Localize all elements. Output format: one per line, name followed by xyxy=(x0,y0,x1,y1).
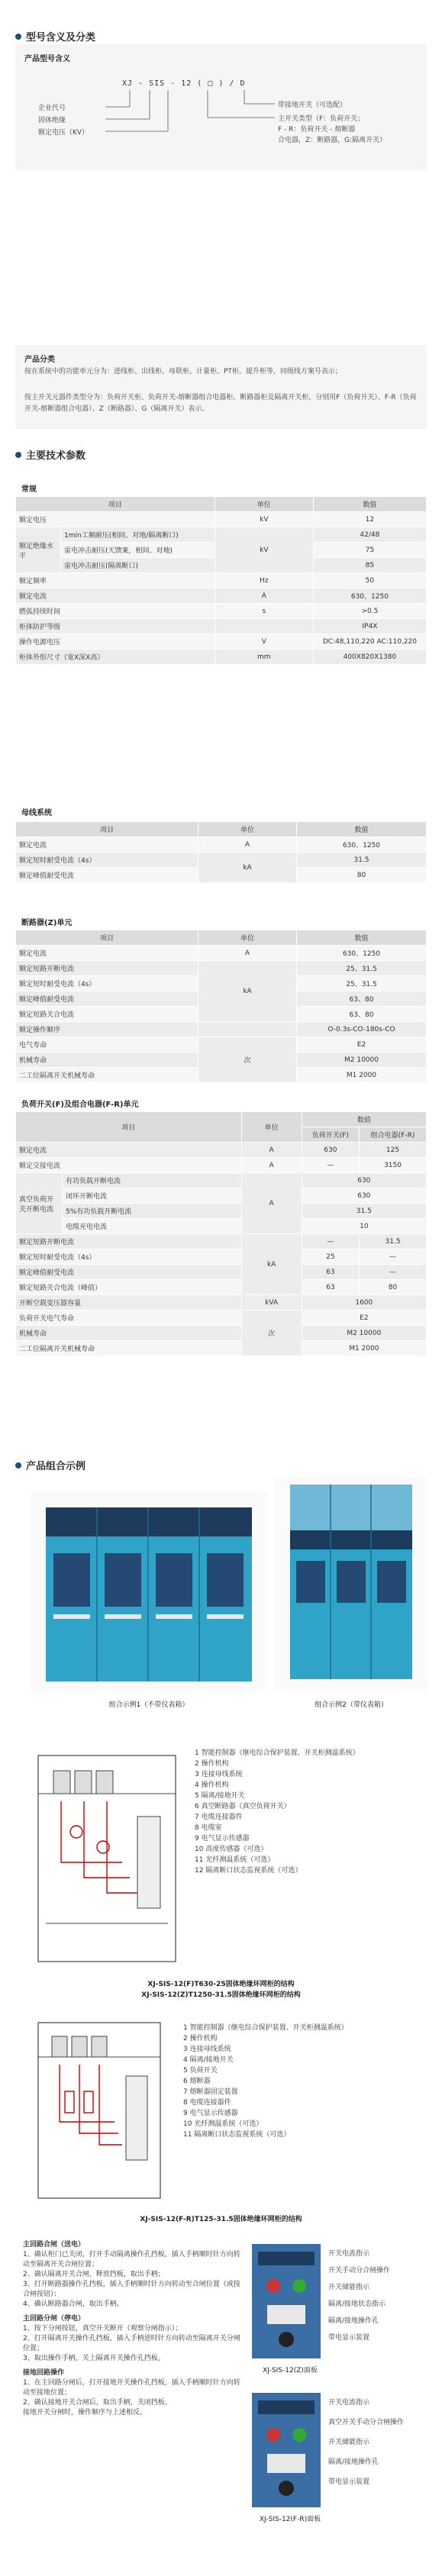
classify-p2: 按主开关元器件类型分为：负荷开关柜、负荷开关-熔断器组合电器柜、断路器柜及隔离开关柜，分别用F（负荷开关）、F-R（负荷开关-熔断器组合电器）、Z（断路器）、G（隔离开关）表示。 xyxy=(24,394,417,413)
insulation-group-label: 额定绝缘水平 xyxy=(16,527,61,573)
bullet-icon xyxy=(15,1462,21,1469)
panel-label: 开关储能指示 xyxy=(328,2439,370,2446)
table-row: 额定绝缘水平 1min工频耐压(相间、对地/隔离断口) kV 42/48 xyxy=(16,527,427,543)
panel-fr-caption: XJ-SIS-12(F-R)面板 xyxy=(259,2516,321,2523)
op-step: 2、确认接地开关合闸后，取出手柄，关闭挡板。 xyxy=(23,2399,172,2407)
table-row: 机械寿命 M2 10000 xyxy=(16,1326,427,1341)
bullet-icon xyxy=(15,452,21,458)
busbar-title: 母线系统 xyxy=(21,809,52,817)
panel-z-labels xyxy=(328,2248,424,2349)
op-title-ground: 接地回路操作 xyxy=(23,2369,65,2377)
legend-item: 5 负荷开关 xyxy=(183,2067,218,2075)
combo-1-caption: 组合示例1（不带仪表箱） xyxy=(108,1701,189,1709)
table-header-row xyxy=(16,497,427,512)
table-row: 真空负荷开关开断电流 有功负载开断电流 A 630 xyxy=(16,1173,427,1188)
section-heading-combo: 产品组合示例 xyxy=(15,1458,85,1472)
model-right-label-3: F - R：负荷开关 - 熔断器 xyxy=(278,126,356,134)
panel-label: 开关储能指示 xyxy=(328,2284,370,2291)
legend-item: 6 熔断器 xyxy=(183,2078,211,2085)
section-heading-model: 型号含义及分类 xyxy=(15,29,95,44)
op-step: 2、确认隔离开关合闸，释放挡板，取出手柄； xyxy=(23,2271,165,2278)
classify-box xyxy=(15,345,427,429)
legend-item: 10 高度传感器（可选） xyxy=(195,1846,268,1853)
diagram-1-legend xyxy=(195,1748,424,1876)
panel-label: 开关手动分合闸操作 xyxy=(328,2267,391,2275)
op-step: 1、确认柜门已关闭，打开手动隔离操作孔挡板，插入手柄顺时针方向转动至隔离开关合闸位置； xyxy=(23,2251,240,2268)
legend-item: 12 隔离断口状态监视系统（可选） xyxy=(195,1867,302,1875)
legend-item: 11 光纤测温系统（可选） xyxy=(195,1856,275,1864)
table-row: 柜体防护等级 IP4X xyxy=(16,619,427,634)
table-row: 雷电冲击耐压(天馈案，相间、对地) 75 xyxy=(16,543,427,558)
col-header-value: 数值 xyxy=(313,497,426,512)
table-row: 雷电冲击耐压(隔离断口) 85 xyxy=(16,558,427,573)
op-step: 接地开关分闸时，操作顺序与上述相反。 xyxy=(23,2409,147,2416)
op-step: 3、打开断路器操作孔挡板，插入手柄顺时针方向转动至合闸位置（或按合闸按钮）； xyxy=(23,2281,240,2298)
table-row: 柜体外形尺寸（宽X深X高） mm 400X820X1380 xyxy=(16,650,427,665)
table-header-row: 项目 单位 数值 xyxy=(16,1112,427,1127)
model-box xyxy=(15,44,427,170)
legend-item: 1 智能控制器（继电综合保护装置、开关柜测温系统） xyxy=(183,2024,348,2032)
combo-1-image xyxy=(31,1492,267,1691)
legend-item: 6 真空断路器（真空负荷开关） xyxy=(195,1803,291,1810)
table-row: 额定短路关合电流 63、80 xyxy=(16,1007,427,1022)
model-code: XJ - SIS - 12 ( □ ) / D xyxy=(122,79,246,88)
panel-z-image xyxy=(252,2244,321,2358)
table-row: 额定频率 Hz 50 xyxy=(16,573,427,588)
table-row: 额定短时耐受电流（4s） kA 31.5 xyxy=(16,853,427,868)
table-row: 额定电流 A 630 125 xyxy=(16,1143,427,1158)
panel-label: 隔离/接地状态指示 xyxy=(328,2300,386,2308)
legend-item: 8 电缆连接器件 xyxy=(183,2099,231,2107)
table-row: 额定短时耐受电流（4s） 25、31.5 xyxy=(16,976,427,991)
legend-item: 7 熔断器固定装置 xyxy=(183,2088,238,2096)
panel-label: 真空开关手动分合闸操作 xyxy=(328,2419,405,2426)
table-header-row: 项目 单位 数值 xyxy=(16,822,427,837)
table-row: 额定电压 kV 12 xyxy=(16,512,427,527)
diagram-1-caption-1: XJ-SIS-12(F)T630-25固体绝缘环网柜的结构 xyxy=(147,1981,295,1988)
loadsw-table xyxy=(15,1111,427,1356)
model-left-label-3: 额定电压（KV） xyxy=(38,129,89,137)
legend-item: 3 连接母线系统 xyxy=(195,1771,243,1778)
legend-item: 4 隔离/接地开关 xyxy=(183,2056,234,2064)
classify-p1: 按在系统中的功能单元分为：进线柜、出线柜、母联柜、计量柜、PT柜、提升柜等，同级线方案号表示； xyxy=(24,368,342,376)
table-row: 额定峰值耐受电流 63 — xyxy=(16,1265,427,1280)
model-title: 产品型号含义 xyxy=(24,55,70,63)
legend-item: 4 操作机构 xyxy=(195,1781,229,1789)
panel-label: 隔离/接地操作孔 xyxy=(328,2317,379,2325)
panel-z-caption: XJ-SIS-12(Z)面板 xyxy=(263,2367,318,2374)
table-row: 额定短时耐受电流（4s） 25 — xyxy=(16,1249,427,1265)
legend-item: 2 操作机构 xyxy=(183,2035,218,2042)
legend-item: 2 操作机构 xyxy=(195,1760,229,1768)
panel-fr-labels xyxy=(328,2397,424,2496)
op-step: 3、取出操作手柄，关上隔离开关操作孔挡板。 xyxy=(23,2355,165,2362)
combo-2-image xyxy=(275,1477,427,1691)
table-row: 5%有功负载开断电流 31.5 xyxy=(16,1204,427,1219)
table-row: 额定操作顺序 O-0.3s-CO-180s-CO xyxy=(16,1022,427,1037)
table-row: 二工位隔离开关机械寿命 M1 2000 xyxy=(16,1341,427,1356)
table-row: 开断空载变压器容量 kVA 1600 xyxy=(16,1295,427,1311)
structure-diagram-2 xyxy=(31,2015,176,2206)
table-row: 闭环开断电流 630 xyxy=(16,1188,427,1204)
op-title-close: 主回路合闸（送电） xyxy=(23,2241,85,2249)
section-heading-tech: 主要技术参数 xyxy=(15,447,85,462)
table-header-row: 项目 单位 数值 xyxy=(16,930,427,946)
model-code-lines xyxy=(15,44,427,170)
table-row: 电缆充电电流 10 xyxy=(16,1219,427,1234)
model-left-label-1: 企业代号 xyxy=(38,105,66,112)
legend-item: 8 电缆室 xyxy=(195,1824,222,1832)
combo-2-caption: 组合示例2（带仪表箱） xyxy=(315,1701,388,1709)
legend-item: 5 隔离/接地开关 xyxy=(195,1792,245,1800)
legend-item: 9 电气显示传感器 xyxy=(183,2110,238,2117)
legend-item: 11 隔离断口状态监视系统（可选） xyxy=(183,2131,291,2139)
col-header-item: 项目 xyxy=(16,497,215,512)
table-row: 额定短路开断电流 kA — 31.5 xyxy=(16,1234,427,1249)
legend-item: 7 电缆连接器件 xyxy=(195,1814,243,1821)
diagram-1-caption-2: XJ-SIS-12(Z)T1250-31.5固体绝缘环网柜的结构 xyxy=(141,1991,301,1999)
diagram-2-legend xyxy=(183,2023,424,2140)
table-row: 额定峰值耐受电流 63、80 xyxy=(16,991,427,1007)
operation-instructions xyxy=(23,2240,244,2418)
op-step: 2、打开隔离开关操作孔挡板，插入手柄逆时针方向转动至隔离开关分闸位置； xyxy=(23,2335,240,2352)
table-header-row: 负荷开关(F) 组合电器(F-R) xyxy=(16,1127,427,1143)
col-header-unit: 单位 xyxy=(215,497,313,512)
breaker-table xyxy=(15,930,427,1083)
op-step: 4、确认断路器合闸，取出手柄。 xyxy=(23,2300,124,2308)
legend-item: 3 连接母线系统 xyxy=(183,2046,231,2053)
table-row: 电气寿命 次 E2 xyxy=(16,1037,427,1053)
panel-label: 开关电流指示 xyxy=(328,2399,370,2407)
classify-title: 产品分类 xyxy=(24,356,55,364)
bullet-icon xyxy=(15,34,21,40)
table-row: 额定峰值耐受电流 80 xyxy=(16,868,427,883)
busbar-table xyxy=(15,821,427,883)
model-right-label-1: 带接地开关（可选配） xyxy=(278,102,347,109)
panel-label: 隔离/接地操作孔 xyxy=(328,2458,379,2466)
table-row: 机械寿命 M2 10000 xyxy=(16,1053,427,1068)
model-right-label-4: 合电器，Z：断路器，G:隔离开关） xyxy=(278,137,387,144)
legend-item: 1 智能控制器（继电综合保护装置、开关柜测温系统） xyxy=(195,1749,360,1757)
model-left-label-2: 固体绝缘 xyxy=(38,117,66,124)
panel-label: 带电显示装置 xyxy=(328,2334,370,2342)
op-step: 1、按下分闸按钮，真空开关断开（观察分闸指示）； xyxy=(23,2325,182,2333)
legend-item: 9 电气显示传感器 xyxy=(195,1835,250,1843)
structure-diagram-1 xyxy=(31,1748,191,1969)
table-row: 额定电流 A 630、1250 xyxy=(16,588,427,604)
table-row: 额定短路开断电流 kA 25、31.5 xyxy=(16,961,427,976)
panel-fr-image xyxy=(252,2393,321,2507)
panel-label: 带电显示装置 xyxy=(328,2478,370,2486)
table-row: 负荷开关电气寿命 次 E2 xyxy=(16,1311,427,1326)
panel-label: 开关电流指示 xyxy=(328,2250,370,2258)
table-row: 额定交接电流 A — 3150 xyxy=(16,1158,427,1173)
table-row: 额定电流 A 630、1250 xyxy=(16,946,427,961)
op-title-open: 主回路分闸（停电） xyxy=(23,2315,85,2323)
table-row: 操作电源电压 V DC:48,110,220 AC:110,220 xyxy=(16,634,427,650)
general-title: 常规 xyxy=(21,485,37,494)
model-right-label-2: 主开关类型（F：负荷开关； xyxy=(278,115,365,123)
table-row: 额定短路关合电流（峰值） 63 80 xyxy=(16,1280,427,1295)
table-row: 燃弧持续时间 s >0.5 xyxy=(16,604,427,619)
op-step: 1、在主回路分闸后，打开接地开关操作孔挡板，插入手柄顺时针方向转动至接地位置； xyxy=(23,2379,240,2397)
diagram-2-caption: XJ-SIS-12(F-R)T125-31.5固体绝缘环网柜的结构 xyxy=(140,2216,302,2223)
table-row: 额定电流 A 630、1250 xyxy=(16,837,427,853)
legend-item: 10 光纤测温系统（可选） xyxy=(183,2120,263,2128)
breaker-title: 断路器(Z)单元 xyxy=(21,919,73,927)
table-row: 二工位隔离开关机械寿命 M1 2000 xyxy=(16,1068,427,1083)
loadsw-title: 负荷开关(F)及组合电器(F-R)单元 xyxy=(21,1101,139,1109)
general-table xyxy=(15,496,427,665)
